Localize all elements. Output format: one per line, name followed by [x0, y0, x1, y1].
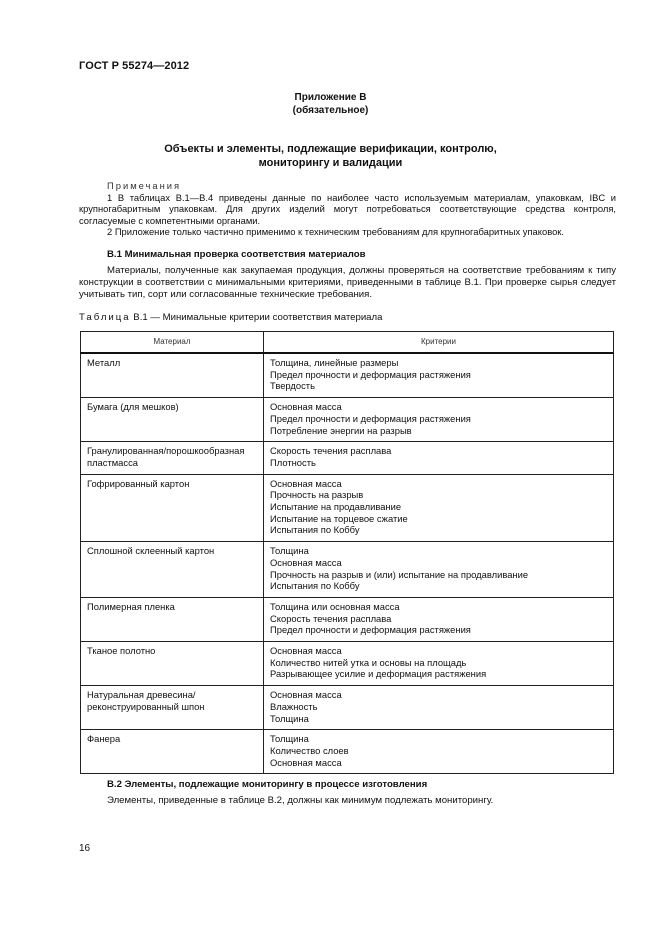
table-header-row [81, 332, 614, 354]
criteria-item: Предел прочности и деформация растяжения [270, 368, 471, 380]
criteria-item: Скорость течения расплава [270, 445, 392, 457]
material-cell: Фанера [81, 730, 264, 774]
notes-block [79, 180, 616, 238]
criteria-cell [264, 442, 614, 474]
criteria-item: Основная масса [270, 689, 342, 701]
table-caption-text: В.1 — Минимальные критерии соответствия материала [130, 312, 383, 323]
criteria-item: Количество нитей утка и основы на площадь [270, 656, 467, 668]
page-number: 16 [79, 843, 91, 854]
section-b2-text: Элементы, приведенные в таблице В.2, должны как минимум подлежать мониторингу. [107, 795, 494, 806]
note-1: 1 В таблицах В.1—В.4 приведены данные по наиболее часто используемым материалам, упаковкам, IBC и крупногабаритным упаковкам. Для других изделий могут потребоваться соответствующие средства контроля, согласуемые с компетентными органами. [79, 191, 616, 226]
material-cell: Гранулированная/порошкообразная пластмасса [81, 442, 264, 474]
criteria-item: Испытания по Коббу [270, 524, 360, 536]
notes-heading: Примечания [107, 180, 182, 191]
table-caption [79, 312, 382, 323]
criteria-item: Толщина [270, 545, 309, 557]
criteria-item: Предел прочности и деформация растяжения [270, 624, 471, 636]
table-row [81, 398, 614, 442]
material-cell: Натуральная древесина/реконструированный шпон [81, 686, 264, 730]
criteria-cell [264, 730, 614, 774]
section-b2-heading: В.2 Элементы, подлежащие мониторингу в процессе изготовления [107, 779, 428, 790]
criteria-item: Влажность [270, 700, 318, 712]
table-row [81, 686, 614, 730]
appendix-heading [0, 91, 661, 117]
appendix-subtitle: (обязательное) [292, 105, 369, 116]
material-cell: Сплошной склеенный картон [81, 542, 264, 598]
criteria-item: Испытание на продавливание [270, 501, 402, 513]
criteria-item: Прочность на разрыв и (или) испытание на продавливание [270, 568, 529, 580]
criteria-item: Толщина [270, 733, 309, 745]
criteria-item: Количество слоев [270, 744, 349, 756]
criteria-item: Прочность на разрыв [270, 489, 364, 501]
page-title [0, 142, 661, 170]
section-b1-heading: В.1 Минимальная проверка соответствия материалов [107, 249, 366, 260]
section-b1-text: Материалы, полученные как закупаемая продукция, должны проверяться на соответствие требованиям к типу конструкции в соответствии с минимальными критериями, приведенными в таблице В.1. При проверке сырья следует учитывать тип, сорт или согласованные технические требования. [79, 265, 616, 301]
note-2: 2 Приложение только частично применимо к техническим требованиям для крупногабаритных упаковок. [107, 226, 564, 238]
criteria-item: Основная масса [270, 477, 342, 489]
table-row [81, 597, 614, 641]
table-row [81, 474, 614, 542]
page-title-line1: Объекты и элементы, подлежащие верификации, контролю, [164, 143, 497, 155]
criteria-item: Предел прочности и деформация растяжения [270, 412, 471, 424]
criteria-table [80, 331, 614, 774]
criteria-item: Основная масса [270, 756, 342, 768]
table-row [81, 542, 614, 598]
criteria-item: Основная масса [270, 556, 342, 568]
material-cell: Полимерная пленка [81, 597, 264, 641]
criteria-cell [264, 398, 614, 442]
material-cell: Тканое полотно [81, 642, 264, 686]
criteria-item: Толщина или основная масса [270, 600, 400, 612]
page-title-line2: мониторингу и валидации [258, 157, 403, 169]
material-cell: Гофрированный картон [81, 474, 264, 542]
table-row [81, 642, 614, 686]
column-header-material: Материал [81, 332, 264, 354]
criteria-item: Разрывающее усилие и деформация растяжения [270, 668, 487, 680]
criteria-item: Толщина, линейные размеры [270, 357, 399, 368]
criteria-cell [264, 686, 614, 730]
criteria-item: Потребление энергии на разрыв [270, 424, 412, 436]
criteria-item: Скорость течения расплава [270, 612, 392, 624]
table-row [81, 353, 614, 398]
standard-header: ГОСТ Р 55274—2012 [79, 60, 190, 72]
criteria-item: Твердость [270, 380, 315, 392]
criteria-cell [264, 474, 614, 542]
criteria-cell [264, 542, 614, 598]
material-cell: Металл [81, 353, 264, 398]
criteria-cell [264, 597, 614, 641]
criteria-cell [264, 353, 614, 398]
appendix-title: Приложение В [294, 92, 367, 103]
material-cell: Бумага (для мешков) [81, 398, 264, 442]
criteria-item: Испытание на торцевое сжатие [270, 512, 408, 524]
criteria-item: Основная масса [270, 401, 342, 413]
criteria-item: Основная масса [270, 645, 342, 657]
table-row [81, 442, 614, 474]
table-row [81, 730, 614, 774]
table-caption-label: Таблица [79, 312, 131, 323]
criteria-item: Плотность [270, 456, 316, 468]
criteria-item: Толщина [270, 712, 309, 724]
criteria-cell [264, 642, 614, 686]
table-body [81, 353, 614, 774]
criteria-item: Испытания по Коббу [270, 580, 360, 592]
column-header-criteria: Критерии [264, 332, 614, 354]
